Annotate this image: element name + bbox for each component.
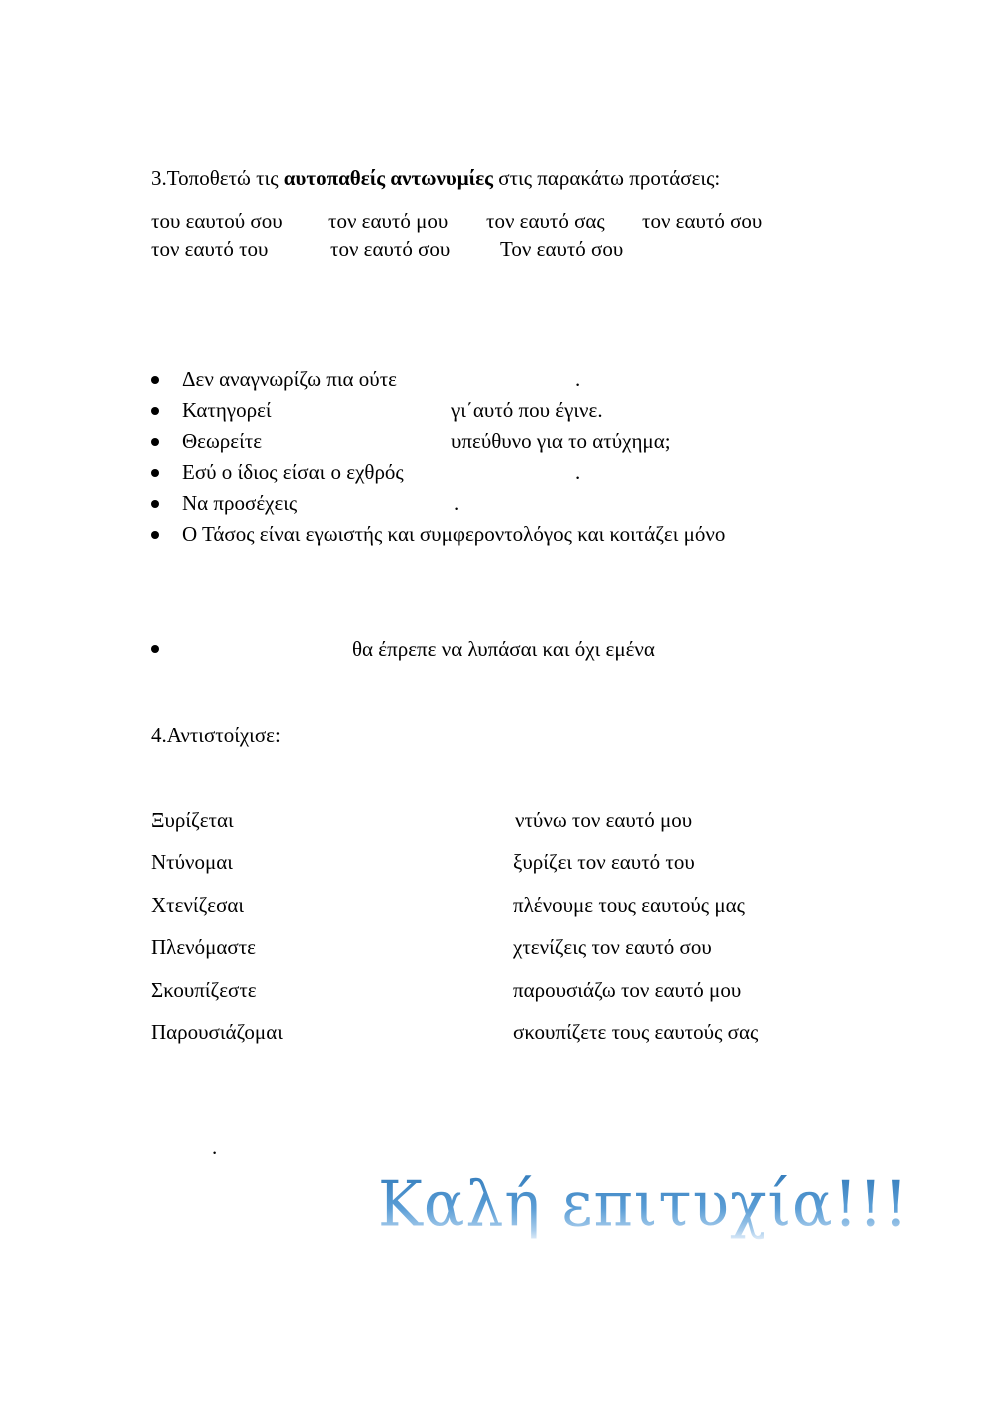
match-left-item: Ξυρίζεται [151,808,234,832]
sentence-before: Εσύ ο ίδιος είσαι ο εχθρός [182,460,404,484]
sentence-before: Ο Τάσος είναι εγωιστής και συμφεροντολόγος και κοιτάζει μόνο [182,522,726,546]
match-left-item: Παρουσιάζομαι [151,1020,283,1044]
word-bank-item: τον εαυτό σου [330,237,451,261]
match-left-item: Πλενόμαστε [151,935,256,959]
word-bank-item: τον εαυτό σας [486,209,605,233]
exercise-3-title-bold: αυτοπαθείς αντωνυμίες [283,166,494,190]
exercise-3-title-prefix: 3.Τοποθετώ τις [151,166,284,190]
sentence-after: υπεύθυνο για το ατύχημα; [451,429,671,453]
sentence-after: . [575,460,581,484]
match-left-item: Χτενίζεσαι [151,893,245,917]
sentence-after: . [575,367,581,391]
word-bank-item: τον εαυτό σου [642,209,763,233]
match-left-item: Σκουπίζεστε [151,978,257,1002]
good-luck-wordart: Καλή επιτυχία!!! [378,1168,909,1242]
bullet-icon [151,376,159,384]
sentence-before: Κατηγορεί [182,398,272,422]
match-right-item: ξυρίζει τον εαυτό του [513,850,695,874]
bullet-icon [151,469,159,477]
match-right-item: ντύνω τον εαυτό μου [515,808,693,832]
exercise-4-title: 4.Αντιστοίχισε: [151,723,281,747]
match-right-item: χτενίζεις τον εαυτό σου [513,935,712,959]
bullet-icon [151,531,159,539]
word-bank-item: τον εαυτό μου [328,209,449,233]
sentence-before: Να προσέχεις [182,491,298,515]
word-bank-item: Τον εαυτό σου [500,237,624,261]
exercise-3-title-suffix: στις παρακάτω προτάσεις: [493,166,721,190]
sentence-after: . [454,491,460,515]
stray-mark: . [212,1135,218,1159]
sentence-after: θα έπρεπε να λυπάσαι και όχι εμένα [352,637,655,661]
exercise-3-title [151,166,720,191]
word-bank-item: του εαυτού σου [151,209,283,233]
match-right-item: παρουσιάζω τον εαυτό μου [513,978,742,1002]
word-bank-item: τον εαυτό του [151,237,269,261]
match-left-item: Ντύνομαι [151,850,233,874]
sentence-before: Θεωρείτε [182,429,263,453]
bullet-icon [151,438,159,446]
sentence-before: Δεν αναγνωρίζω πια ούτε [182,367,397,391]
bullet-icon [151,645,159,653]
match-right-item: πλένουμε τους εαυτούς μας [513,893,745,917]
sentence-after: γι΄αυτό που έγινε. [451,398,603,422]
bullet-icon [151,407,159,415]
match-right-item: σκουπίζετε τους εαυτούς σας [513,1020,759,1044]
bullet-icon [151,500,159,508]
